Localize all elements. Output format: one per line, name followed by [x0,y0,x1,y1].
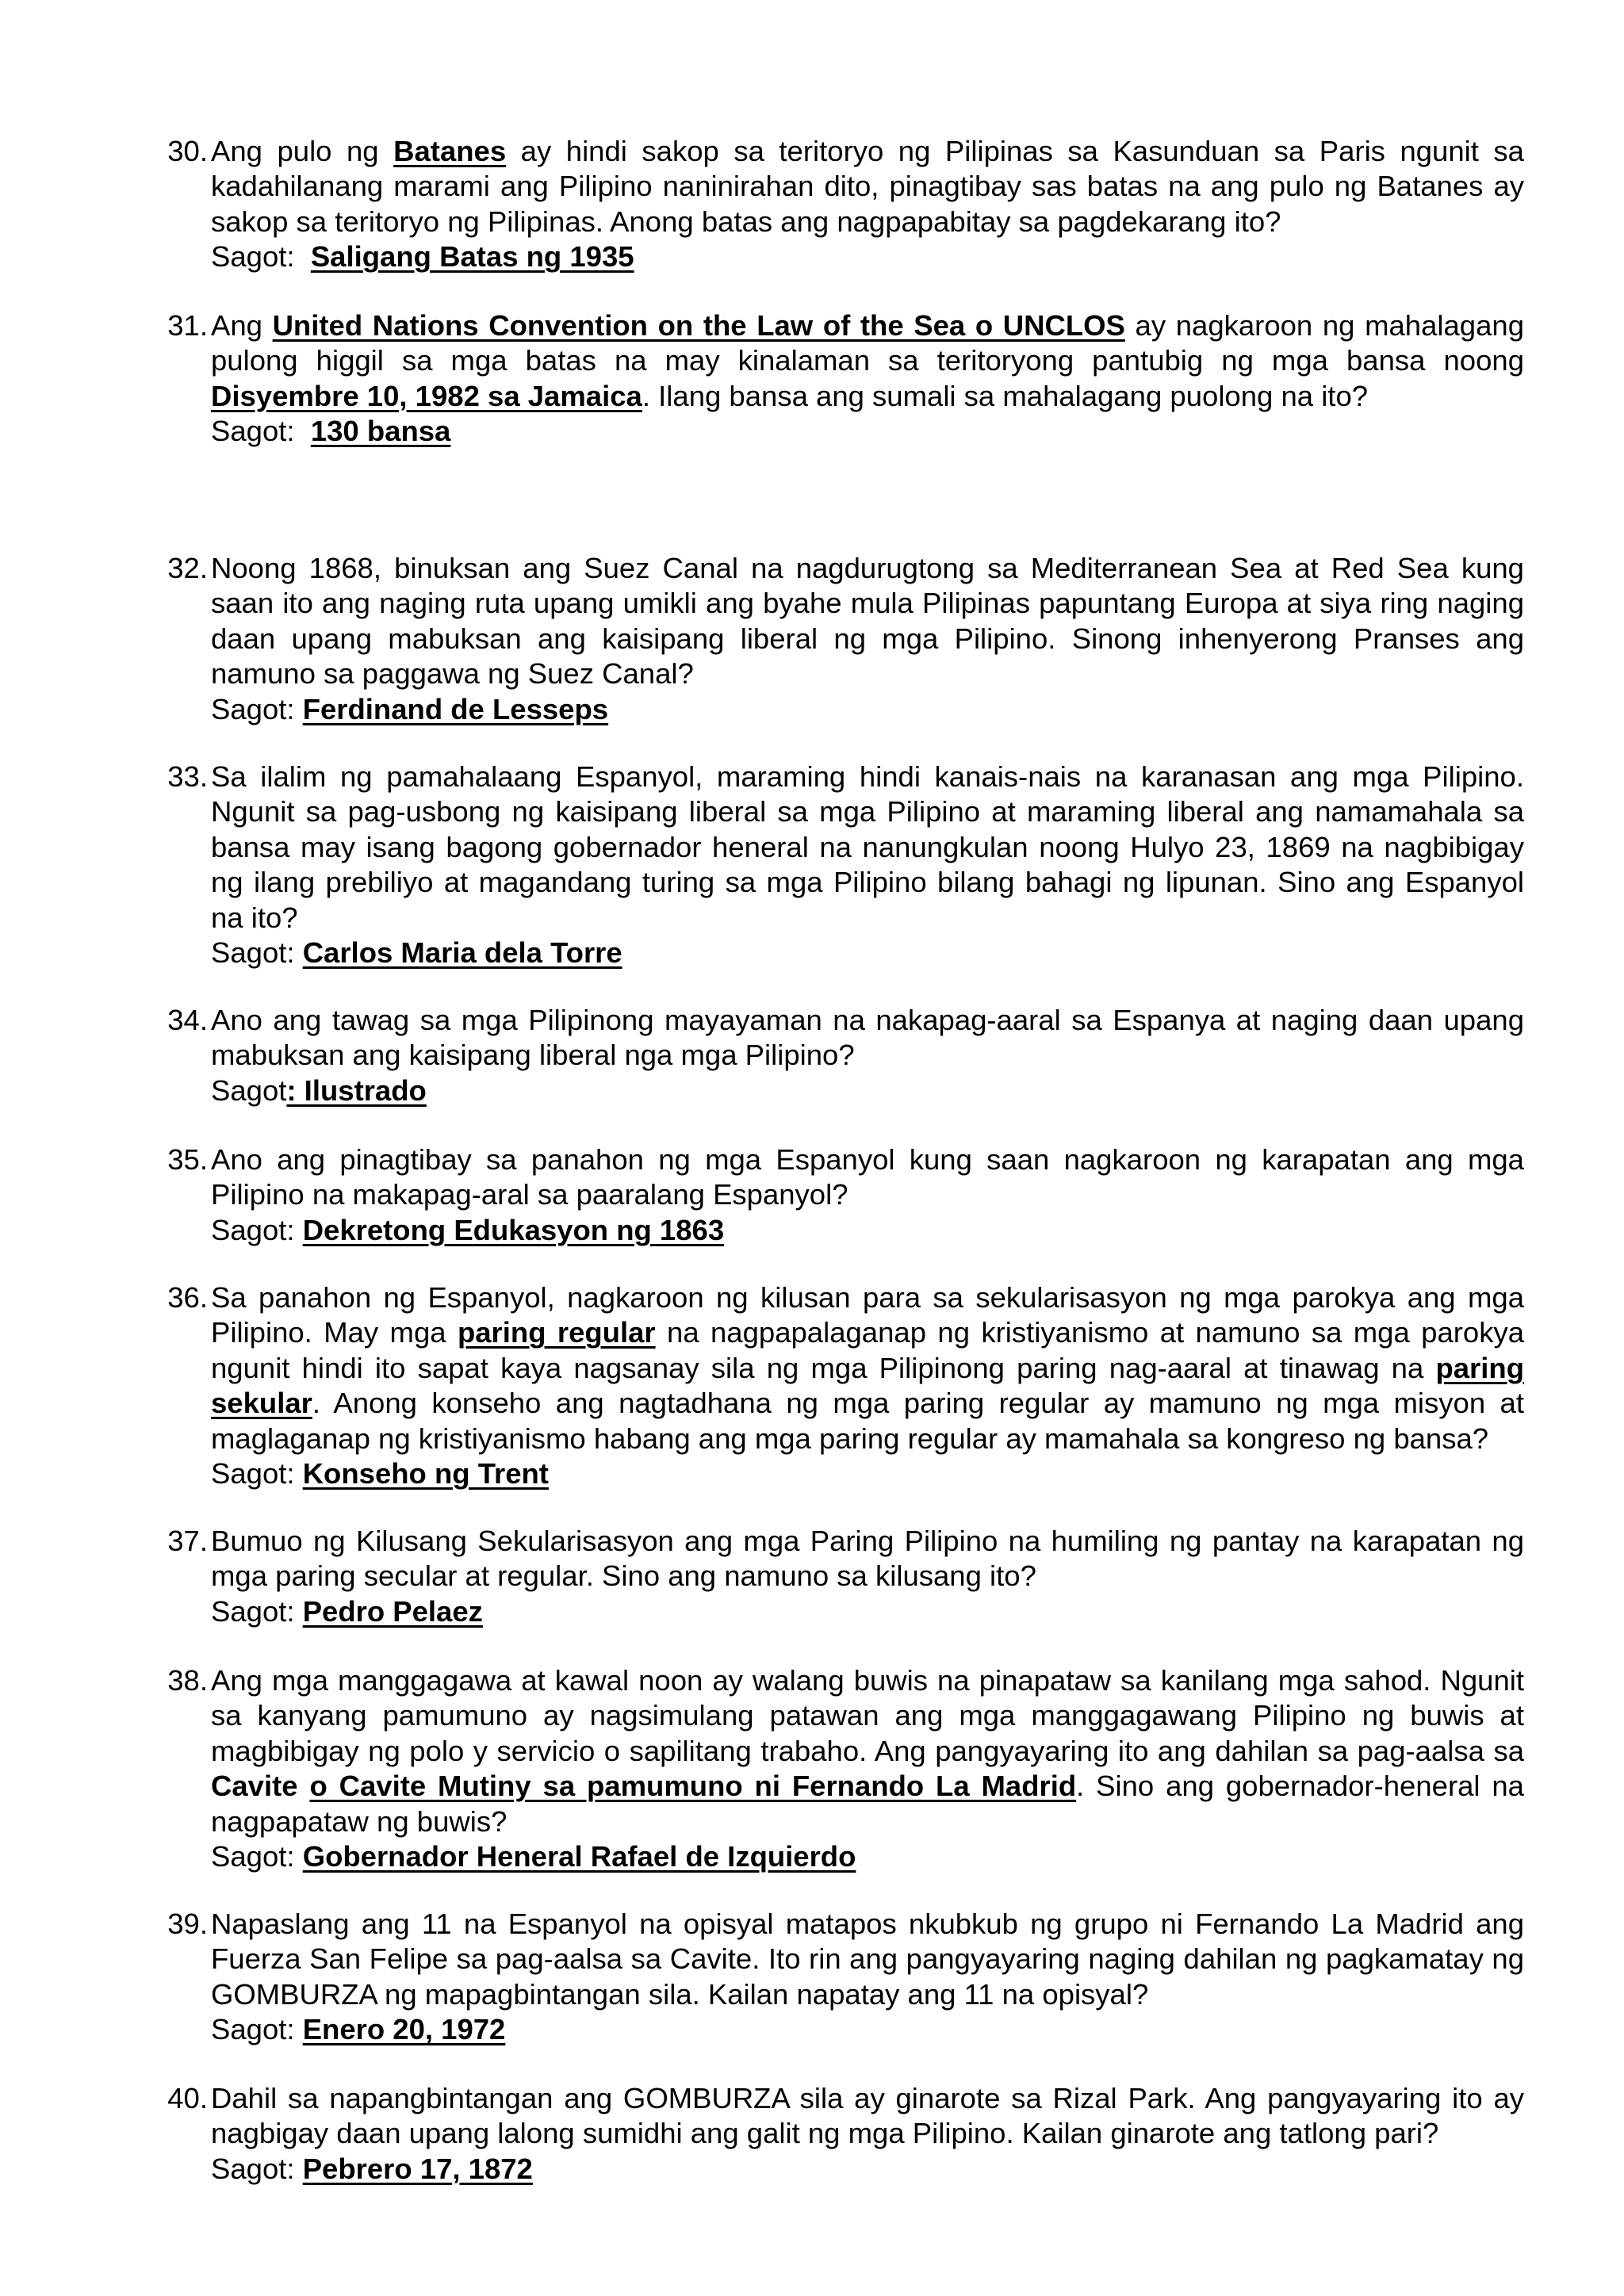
answer-label: Sagot: [211,1457,295,1490]
question-text: na nagpapalaganap ng kristiyanismo at namuno sa mga parokya ngunit hindi ito sapat kaya nagsanay sila ng mga Pilipinong paring nag-aaral at tinawag na [211,1316,1524,1384]
answer-line [211,1839,1524,1874]
question-text: Ano ang pinagtibay sa panahon ng mga Espanyol kung saan nagkaroon ng karapatan ang mga Pilipino na makapag-aral sa paaralang Espanyol? [211,1143,1524,1211]
question-text: . Ilang bansa ang sumali sa mahalagang puolong na ito? [642,379,1369,412]
key-term: Disyembre 10, 1982 sa Jamaica [211,379,642,412]
answer-value: Ferdinand de Lesseps [302,692,609,725]
answer-value: Carlos Maria dela Torre [302,936,622,970]
answer-value: Dekretong Edukasyon ng 1863 [302,1213,725,1246]
question-text: Sa ilalim ng pamahalaang Espanyol, maraming hindi kanais-nais na karanasan ang mga Pilipino. Ngunit sa pag-usbong ng kaisipang liberal sa mga Pilipino at maraming liberal ang namamahala sa bansa may isang bagong gobernador heneral na nanungkulan noong Hulyo 23, 1869 na nagbibigay ng ilang prebiliyo at magandang turing sa mga Pilipino bilang bahagi ng lipunan. Sino ang Espanyol na ito? [211,760,1524,934]
question-34 [159,1003,1524,1108]
question-39 [159,1907,1524,2048]
question-36 [159,1280,1524,1491]
question-38 [159,1663,1524,1874]
question-text: ay nagkaroon ng mahalagang pulong higgil sa mga batas na may kinalaman sa teritoryong pantubig ng mga bansa noong [211,309,1524,377]
answer-line [211,1456,1524,1491]
question-text: Sa panahon ng Espanyol, nagkaroon ng kilusan para sa sekularisasyon ng mga parokya ang mga Pilipino. May mga [211,1281,1524,1349]
question-text: Napaslang ang 11 na Espanyol na opisyal matapos nkubkub ng grupo ni Fernando La Madrid ang Fuerza San Felipe sa pag-aalsa sa Cavite. Ito rin ang pangyayaring naging dahilan ng pagkamatay ng GOMBURZA ng mapagbintangan sila. Kailan napatay ang 11 na opisyal? [211,1908,1524,2011]
question-body [211,308,1524,450]
question-number: 30. [167,135,208,167]
answer-line [211,2012,1524,2047]
key-term: o Cavite Mutiny sa pamumuno ni Fernando La Madrid [309,1770,1077,1803]
answer-label: Sagot: [211,240,295,274]
answer-label: Sagot: [211,1213,295,1246]
question-text: Ang [211,309,273,342]
answer-value: Gobernador Heneral Rafael de Izquierdo [302,1840,856,1873]
question-number: 35. [167,1143,208,1176]
key-term: Cavite [211,1770,310,1803]
question-body [211,1142,1524,1248]
question-text: . Anong konseho ang nagtadhana ng mga paring regular ay mamuno ng mga misyon at maglaganap ng kristiyanismo habang ang mga paring regular ay mamahala sa kongreso ng bansa? [211,1387,1524,1455]
answer-value: Enero 20, 1972 [302,2013,506,2046]
answer-line [211,1073,1524,1108]
question-body [211,1280,1524,1491]
question-number: 32. [167,552,208,584]
question-37 [159,1524,1524,1629]
key-term: Batanes [393,135,507,167]
answer-label: Sagot: [211,692,295,725]
question-number: 33. [167,760,208,793]
question-number: 34. [167,1004,208,1036]
answer-label: Sagot: [211,2152,295,2185]
question-text: . Sino ang gobernador-heneral na nagpapataw ng buwis? [211,1770,1524,1838]
answer-label: Sagot: [211,415,295,448]
answer-value: : Ilustrado [286,1073,427,1107]
answer-label: Sagot: [211,2013,295,2046]
key-term: United Nations Convention on the Law of the Sea o UNCLOS [272,309,1125,342]
answer-label: Sagot [211,1073,287,1107]
answer-line [211,2152,1524,2187]
question-number: 39. [167,1908,208,1940]
answer-line [211,1213,1524,1248]
question-body [211,760,1524,970]
question-text: Ano ang tawag sa mga Pilipinong mayayaman na nakapag-aaral sa Espanya at naging daan upang mabuksan ang kaisipang liberal nga mga Pilipino? [211,1004,1524,1072]
question-number: 38. [167,1664,208,1697]
answer-line [211,1594,1524,1629]
answer-line [211,936,1524,970]
question-33 [159,760,1524,970]
question-35 [159,1142,1524,1248]
answer-label: Sagot: [211,1594,295,1628]
answer-label: Sagot: [211,936,295,970]
answer-value: Pedro Pelaez [302,1594,483,1628]
question-text: Noong 1868, binuksan ang Suez Canal na nagdurugtong sa Mediterranean Sea at Red Sea kung saan ito ang naging ruta upang umikli ang byahe mula Pilipinas papuntang Europa at siya ring naging daan upang mabuksan ang kaisipang liberal ng mga Pilipino. Sinong inhenyerong Pranses ang namuno sa paggawa ng Suez Canal? [211,552,1524,691]
question-number: 37. [167,1525,208,1557]
question-30 [159,134,1524,275]
key-term: paring sekular [211,1351,1524,1420]
answer-value: Pebrero 17, 1872 [302,2152,533,2185]
question-text: Ang pulo ng [211,135,394,167]
question-32 [159,551,1524,727]
question-number: 31. [167,309,208,342]
question-31 [159,308,1524,450]
question-40 [159,2081,1524,2187]
question-body [211,1663,1524,1874]
question-body [211,2081,1524,2187]
question-body [211,1524,1524,1629]
question-body [211,1003,1524,1108]
answer-line [211,414,1524,449]
question-text: ay hindi sakop sa teritoryo ng Pilipinas sa Kasunduan sa Paris ngunit sa kadahilanang marami ang Pilipino naninirahan dito, pinagtibay sas batas na ang pulo ng Batanes ay sakop sa teritoryo ng Pilipinas. Anong batas ang nagpapabitay sa pagdekarang ito? [211,135,1524,238]
question-number: 36. [167,1281,208,1314]
answer-value: Saligang Batas ng 1935 [310,240,634,274]
answer-label: Sagot: [211,1840,295,1873]
question-body [211,1907,1524,2048]
question-text: Dahil sa napangbintangan ang GOMBURZA sila ay ginarote sa Rizal Park. Ang pangyayaring ito ay nagbigay daan upang lalong sumidhi ang galit ng mga Pilipino. Kailan ginarote ang tatlong pari? [211,2082,1524,2150]
question-body [211,134,1524,275]
answer-value: 130 bansa [310,415,451,448]
answer-value: Konseho ng Trent [302,1457,549,1490]
question-text: Ang mga manggagawa at kawal noon ay walang buwis na pinapataw sa kanilang mga sahod. Ngunit sa kanyang pamumuno ay nagsimulang patawan ang mga manggagawang Pilipino ng buwis at magbibigay ng polo y servicio o sapilitang trabaho. Ang pangyayaring ito ang dahilan sa pag-aalsa sa [211,1664,1524,1767]
question-number: 40. [167,2082,208,2114]
question-text: Bumuo ng Kilusang Sekularisasyon ang mga Paring Pilipino na humiling ng pantay na karapatan ng mga paring secular at regular. Sino ang namuno sa kilusang ito? [211,1525,1524,1593]
answer-line [211,692,1524,727]
question-body [211,551,1524,727]
key-term: paring regular [457,1316,656,1349]
answer-line [211,239,1524,274]
